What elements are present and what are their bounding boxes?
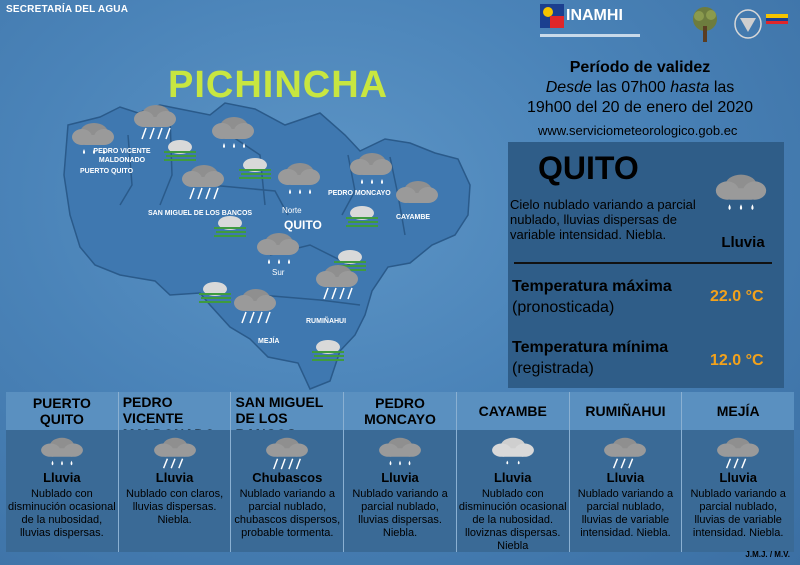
- canton-forecast-row: [6, 392, 794, 552]
- inamhi-logo: [540, 4, 623, 28]
- rain-cloud-icon: [713, 170, 769, 218]
- light-rain-cloud-icon: [490, 434, 536, 472]
- canton-description: Nublado variando a parcial nublado, lluvias dispersas. Niebla.: [352, 488, 448, 539]
- map-label-norte: Norte: [282, 206, 302, 215]
- canton-card: [231, 392, 344, 552]
- canton-name: CAYAMBE: [457, 392, 569, 430]
- rain-cloud-icon: [377, 434, 423, 472]
- canton-card: [570, 392, 683, 552]
- header-logos: [540, 4, 790, 48]
- map-label-san-miguel: SAN MIGUEL DE LOS BANCOS: [148, 210, 253, 217]
- tmin-label: Temperatura mínima: [512, 339, 669, 356]
- canton-description: Nublado variando a parcial nublado, lluvias de variable intensidad. Niebla.: [577, 488, 674, 539]
- canton-description: Nublado con disminución ocasional de la nubosidad, lluvias dispersas.: [8, 488, 116, 539]
- validity-block: [500, 58, 780, 118]
- author-credit: J.M.J. / M.V.: [745, 550, 790, 559]
- inamhi-subtitle-bar: [540, 34, 640, 37]
- government-seal-icon: [732, 6, 790, 46]
- canton-description: Nublado variando a parcial nublado, lluvias de variable intensidad. Niebla.: [690, 488, 786, 539]
- tree-logo-icon: [690, 6, 720, 44]
- rain-cloud-icon: [39, 434, 85, 472]
- map-label-mejia: MEJÍA: [258, 338, 280, 345]
- quito-forecast-panel: [508, 142, 784, 388]
- validity-to-rest: las: [713, 79, 735, 96]
- map-label-sur: Sur: [272, 268, 285, 277]
- canton-card: [119, 392, 232, 552]
- inamhi-mark-icon: [540, 4, 564, 28]
- map-label-rumiñahui: RUMIÑAHUI: [306, 318, 347, 325]
- canton-name: PUERTO QUITO: [6, 392, 118, 430]
- canton-condition: Chubascos: [252, 470, 323, 485]
- inamhi-logo-text: INAMHI: [566, 7, 623, 24]
- canton-card: [457, 392, 570, 552]
- quito-description: Cielo nublado variando a parcial nublado, lluvias dispersas de variable intensidad. Niebla.: [510, 197, 696, 242]
- canton-condition: Lluvia: [493, 470, 532, 485]
- canton-condition: Lluvia: [155, 470, 194, 485]
- map-label-quito: QUITO: [284, 218, 322, 232]
- canton-condition: Lluvia: [43, 470, 81, 485]
- canton-name: PEDRO MONCAYO: [344, 392, 456, 430]
- tmax-value: 22.0 °C: [710, 288, 764, 305]
- agency-name: SECRETARÍA DEL AGUA: [6, 4, 129, 15]
- canton-condition: Lluvia: [381, 470, 419, 485]
- map-label-pedro-moncayo: PEDRO MONCAYO: [328, 190, 391, 197]
- canton-card: [682, 392, 794, 552]
- canton-description: Nublado con claros, lluvias dispersas. Niebla.: [125, 488, 224, 526]
- quito-condition: Lluvia: [721, 234, 765, 251]
- canton-condition: Lluvia: [606, 470, 645, 485]
- validity-line-3: 19h00 del 20 de enero del 2020: [527, 99, 753, 116]
- website-link[interactable]: www.serviciometeorologico.gob.ec: [538, 123, 738, 138]
- map-label-puerto-quito: PUERTO QUITO: [80, 168, 134, 175]
- quito-divider: [514, 262, 772, 264]
- map-label-pedro-vicente: PEDRO VICENTE MALDONADO: [93, 148, 151, 164]
- rain-cloud-icon: [715, 434, 761, 472]
- tmin-sublabel: (registrada): [512, 360, 594, 377]
- rain-cloud-icon: [602, 434, 648, 472]
- canton-name: PEDRO VICENTE: [119, 392, 231, 430]
- canton-name: RUMIÑAHUI: [570, 392, 682, 430]
- validity-title: Período de validez: [569, 59, 711, 76]
- validity-from-time: las 07h00: [596, 79, 666, 96]
- province-title: PICHINCHA: [168, 64, 389, 106]
- canton-description: Nublado variando a parcial nublado, chubascos dispersos, probable tormenta.: [234, 488, 341, 539]
- canton-name: SAN MIGUEL DE LOS: [231, 392, 343, 430]
- tmax-label: Temperatura máxima: [512, 278, 672, 295]
- map-label-cayambe: CAYAMBE: [396, 214, 431, 221]
- showers-cloud-icon: [264, 434, 310, 472]
- rain-cloud-icon: [152, 434, 198, 472]
- canton-name: MEJÍA: [682, 392, 794, 430]
- province-map: [60, 95, 500, 405]
- validity-line-2: [500, 78, 780, 98]
- canton-description: Nublado con disminución ocasional de la nubosidad. lloviznas dispersas. Niebla: [458, 488, 567, 552]
- canton-card: [6, 392, 119, 552]
- validity-from-word: Desde: [545, 79, 592, 96]
- validity-to-word: hasta: [670, 79, 710, 96]
- canton-condition: Lluvia: [719, 470, 757, 485]
- quito-title: QUITO: [538, 150, 639, 186]
- tmin-value: 12.0 °C: [710, 352, 764, 369]
- tmax-sublabel: (pronosticada): [512, 299, 615, 316]
- canton-card: [344, 392, 457, 552]
